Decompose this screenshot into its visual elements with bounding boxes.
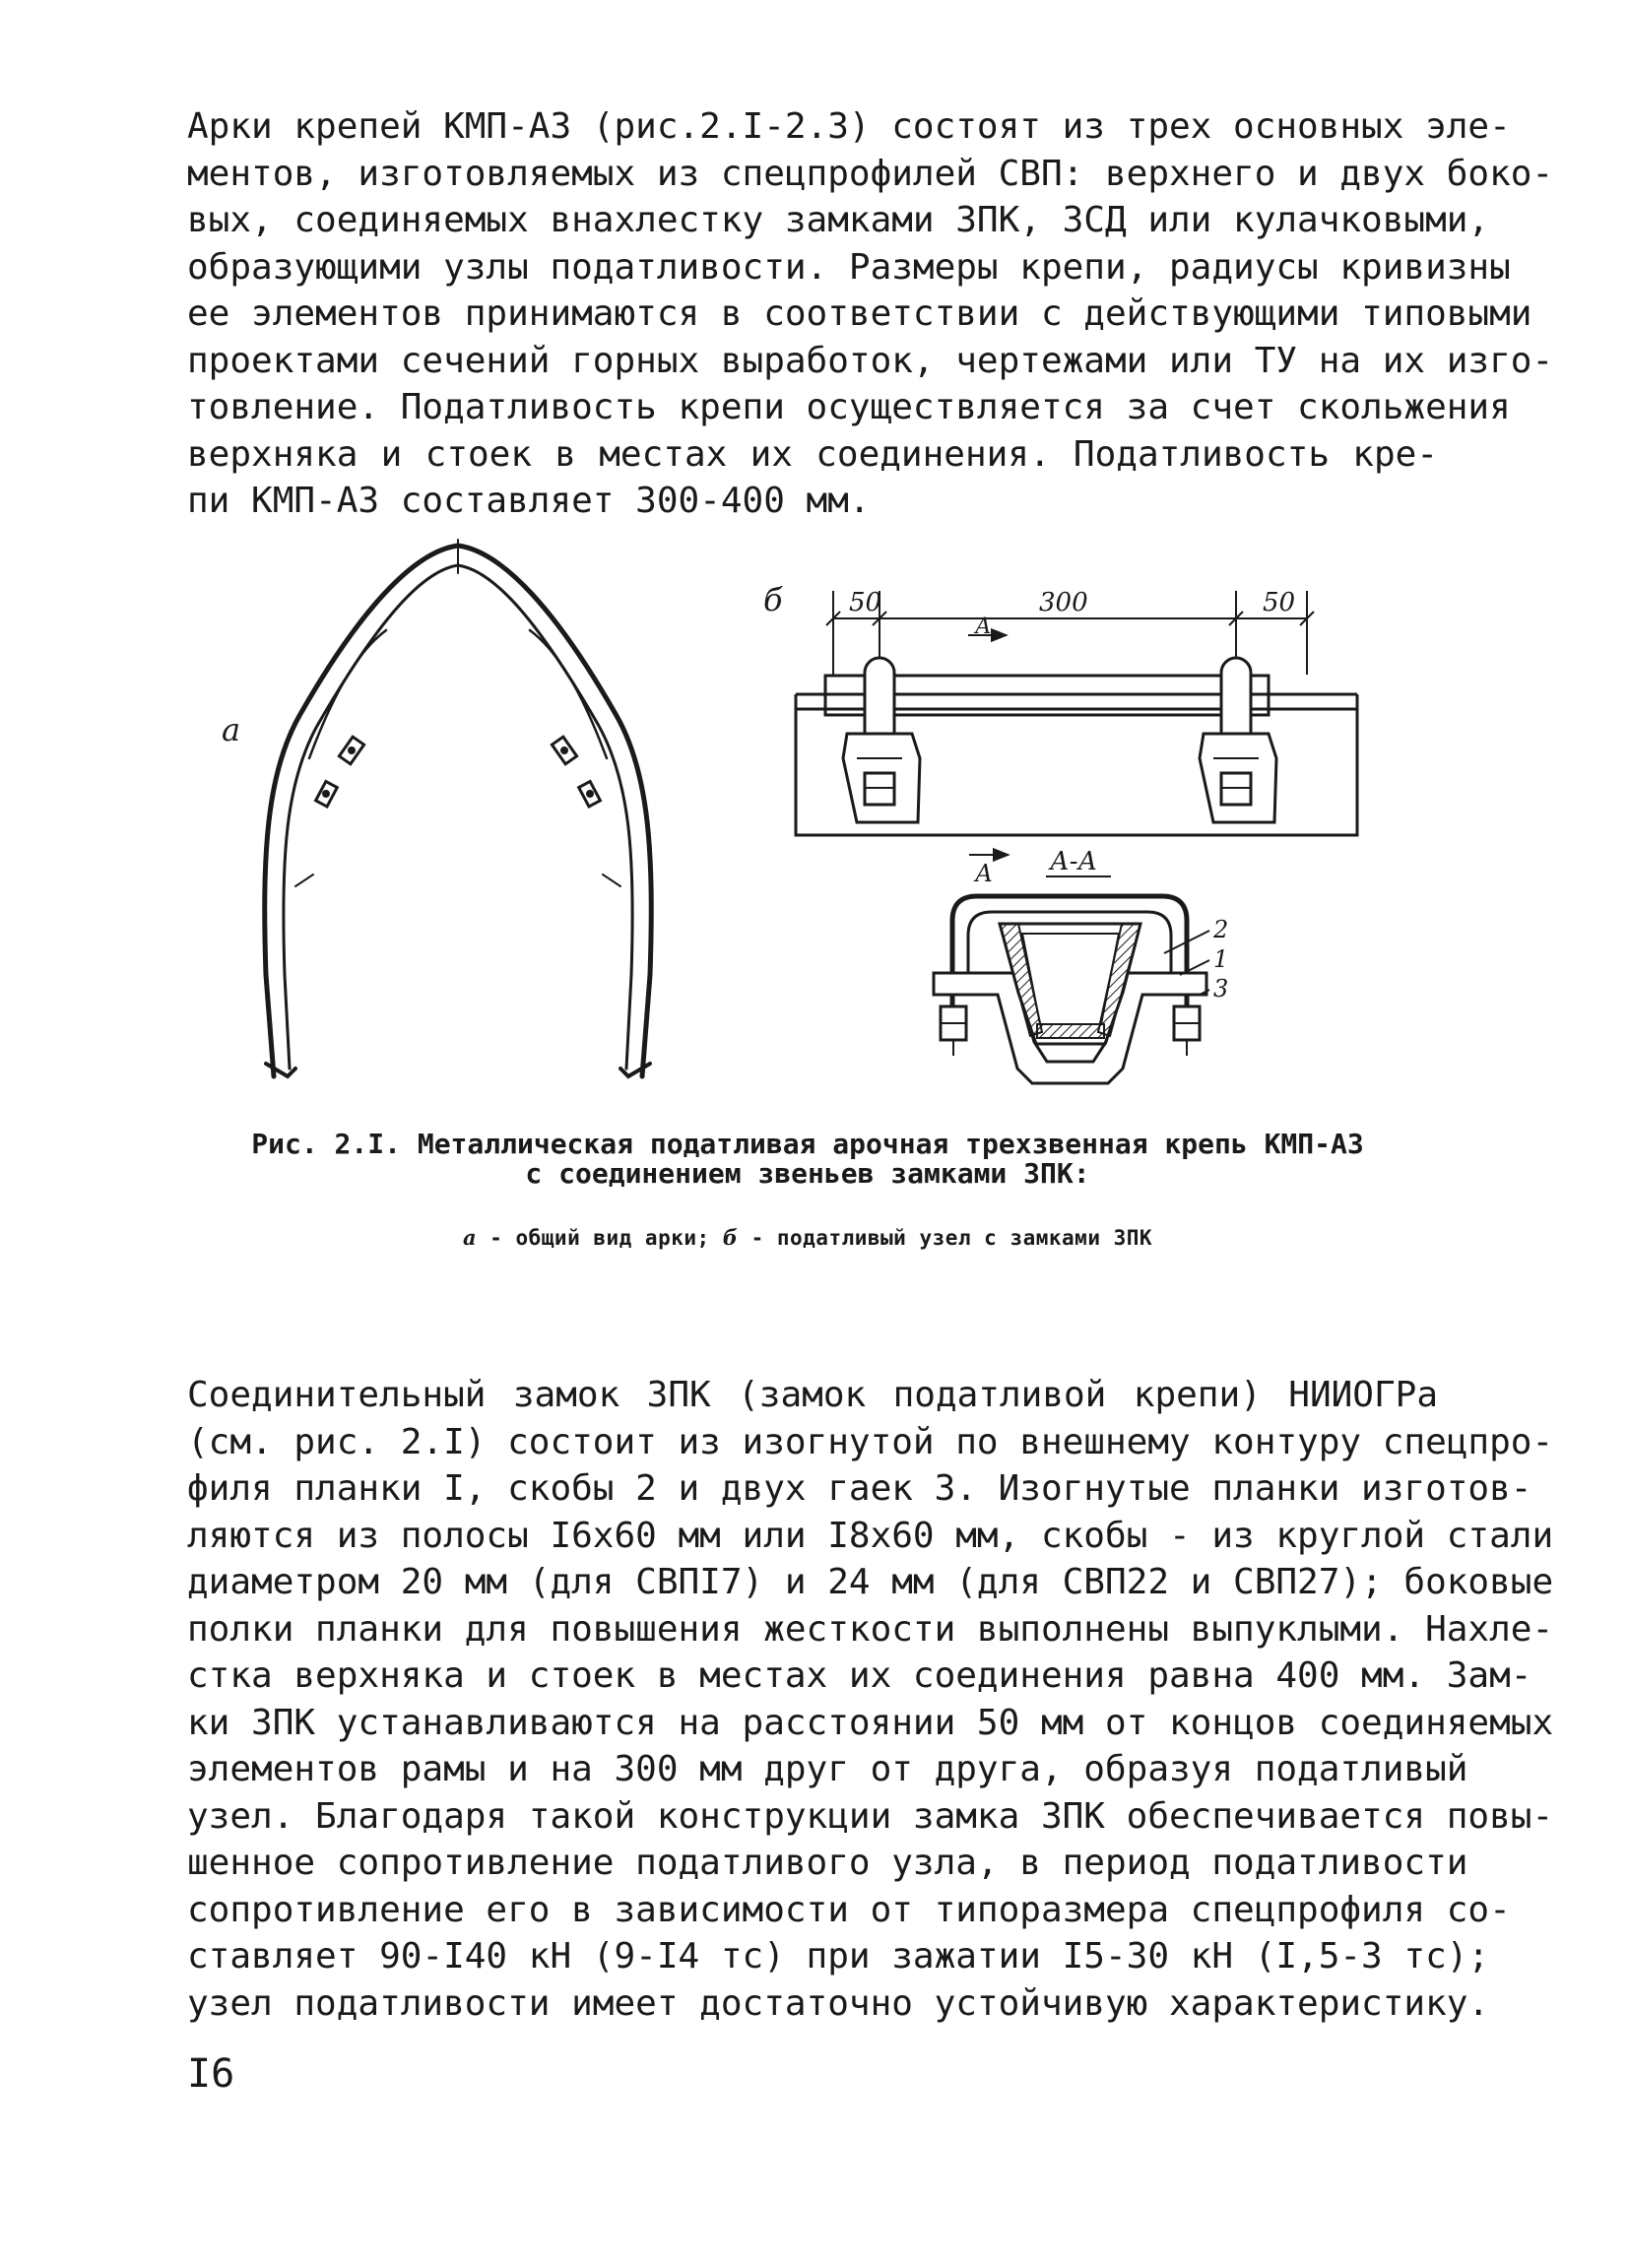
arch-left-lower-lock <box>316 781 338 807</box>
arch-inner-contour <box>284 565 632 1069</box>
arch-right-foot <box>620 1064 650 1076</box>
dimension-middle: 300 <box>1039 588 1088 617</box>
text-line: проектами сечений горных выработок, чертежами или ТУ на их изго- <box>187 340 1554 381</box>
text-line: пи КМП-АЗ составляет 300-400 мм. <box>187 481 871 521</box>
text-line: филя планки I, скобы 2 и двух гаек 3. Изогнутые планки изготов- <box>187 1468 1532 1509</box>
profile-bottom <box>1037 1024 1104 1038</box>
arch-right-upper-lock <box>552 737 576 764</box>
text-line: товление. Податливость крепи осуществляется за счет скольжения <box>187 387 1511 427</box>
yielding-joint-view <box>796 591 1357 1083</box>
caption-title-line: с соединением звеньев замками ЗПК: <box>525 1157 1090 1190</box>
page-number: I6 <box>187 2051 235 2097</box>
dimension-left: 50 <box>849 588 882 617</box>
text-line: Соединительный замок ЗПК (замок податливой крепи) НИИОГРа <box>187 1375 1438 1415</box>
legend-key-b: б <box>722 1225 739 1250</box>
caption-title-line: Рис. 2.I. Металлическая податливая арочная трехзвенная крепь КМП-АЗ <box>251 1128 1364 1160</box>
section-title: А-А <box>1050 847 1098 876</box>
text-line: образующими узлы податливости. Размеры крепи, радиусы кривизны <box>187 246 1511 288</box>
section-mark-bottom: А <box>975 860 994 887</box>
callout-1: 1 <box>1213 945 1229 973</box>
figure-caption-legend <box>236 1225 1379 1250</box>
figure-label-b: б <box>763 581 783 618</box>
lock-right <box>1200 658 1276 822</box>
text-line: (см. рис. 2.I) состоит из изогнутой по внешнему контуру спецпро- <box>187 1421 1554 1462</box>
text-line: Арки крепей КМП-АЗ (рис.2.I-2.3) состоят из трех основных эле- <box>187 106 1511 147</box>
arch-overlap-left <box>309 630 386 758</box>
arch-right-side-mark <box>603 875 620 886</box>
arch-left-side-mark <box>295 875 313 886</box>
text-line: стка верхняка и стоек в местах их соединения равна 400 мм. Зам- <box>187 1655 1532 1696</box>
arch-right-lower-lock <box>579 781 601 807</box>
arch-general-view <box>265 540 652 1076</box>
figure-label-a: а <box>222 711 241 748</box>
text-line: диаметром 20 мм (для СВПI7) и 24 мм (для СВП22 и СВП27); боковые <box>187 1562 1554 1602</box>
paragraph-zpk-lock-description <box>187 1372 1554 2027</box>
lock-left <box>843 658 920 822</box>
text-line: узел податливости имеет достаточно устойчивую характеристику. <box>187 1982 1490 2024</box>
arch-overlap-right <box>530 630 607 758</box>
cross-section-a-a <box>934 896 1209 1083</box>
text-line: ки ЗПК устанавливаются на расстоянии 50 мм от концов соединяемых <box>187 1702 1554 1743</box>
legend-text-b: - податливый узел с замками ЗПК <box>738 1226 1153 1250</box>
text-line: ставляет 90-I40 кН (9-I4 тс) при зажатии I5-30 кН (I,5-3 тс); <box>187 1936 1490 1976</box>
callout-2: 2 <box>1213 916 1229 943</box>
text-line: вых, соединяемых внахлестку замками ЗПК, ЗСД или кулачковыми, <box>187 200 1490 240</box>
callout-3: 3 <box>1213 975 1229 1003</box>
arch-left-foot <box>266 1064 295 1076</box>
figure-caption-title <box>236 1130 1379 1189</box>
section-mark-top: А <box>975 615 992 639</box>
text-line: верхняка и стоек в местах их соединения. Податливость кре- <box>187 433 1438 475</box>
text-line: узел. Благодаря такой конструкции замка ЗПК обеспечивается повы- <box>187 1795 1554 1837</box>
dimension-right: 50 <box>1263 588 1296 617</box>
arch-outer-contour <box>265 546 652 1076</box>
text-line: ее элементов принимаются в соответствии с действующими типовыми <box>187 293 1532 334</box>
text-line: элементов рамы и на 300 мм друг от друга, образуя податливый <box>187 1749 1468 1789</box>
text-line: шенное сопротивление податливого узла, в период податливости <box>187 1843 1468 1883</box>
text-line: ляются из полосы I6x60 мм или I8x60 мм, скобы - из круглой стали <box>187 1515 1554 1556</box>
text-line: ментов, изготовляемых из спецпрофилей СВП: верхнего и двух боко- <box>187 153 1554 194</box>
legend-text-a: - общий вид арки; <box>477 1226 723 1250</box>
text-line: полки планки для повышения жесткости выполнены выпуклыми. Нахле- <box>187 1608 1554 1650</box>
legend-key-a: а <box>462 1225 478 1250</box>
arch-left-upper-lock <box>339 737 363 764</box>
text-line: сопротивление его в зависимости от типоразмера спецпрофиля со- <box>187 1889 1511 1930</box>
